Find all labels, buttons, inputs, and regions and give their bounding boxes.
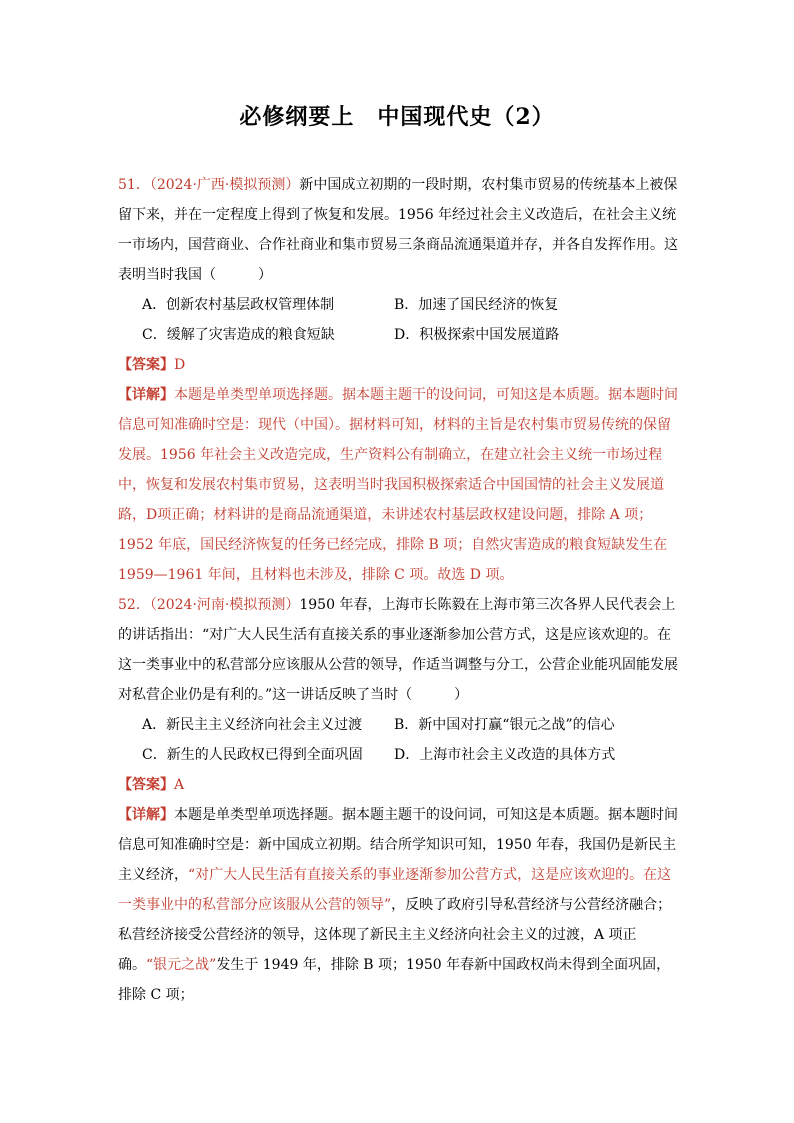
question-source: （2024·广西·模拟预测）: [149, 177, 300, 193]
question-text: 新中国成立初期的一段时期，农村集市贸易的传统基本上被保留下来，并在一定程度上得到了恢复和发展。1956 年经过社会主义改造后，在社会主义统一市场内，国营商业、合作社商业和集市贸易三条商品流通渠道并存，并各自发挥作用。这表明当时我国（ ）: [118, 177, 678, 283]
option-c: C．新生的人民政权已得到全面巩固: [142, 747, 363, 763]
answer-value: A: [174, 777, 185, 793]
option-a: A．新民主主义经济向社会主义过渡: [142, 717, 363, 733]
option-d: D．上海市社会主义改造的具体方式: [394, 747, 616, 763]
analysis-text: 本题是单类型单项选择题。据本题主题干的设问词，可知这是本质题。据本题时间信息可知准确时空是：现代（中国）。据材料可知，材料的主旨是农村集市贸易传统的保留发展。1956 年社会主义改造完成，生产资料公有制确立，在建立社会主义统一市场过程中，恢复和发展农村集市贸易，这表明当时我国积极探索适合中国国情的社会主义发展道路，D项正确；材料讲的是商品流通渠道，未讲述农村基层政权建设问题，排除 A 项；1952 年底，国民经济恢复的任务已经完成，排除 B 项；自然灾害造成的粮食短缺发生在 1959—1961 年间，且材料也未涉及，排除 C 项。故选 D 项。: [118, 387, 678, 583]
answer-line: [118, 350, 684, 380]
answer-value: D: [174, 357, 186, 373]
analysis-paragraph: [118, 800, 684, 1010]
analysis-quote: “对广大人民生活有直接关系的事业逐渐参加公营方式，这是应该欢迎的。在这一类事业中的私营部分应该服从公营的领导”: [118, 867, 672, 913]
question-51: [118, 170, 684, 590]
analysis-quote: “银元之战”: [146, 957, 217, 973]
analysis-text: ，反映了政府引导私营经济与公营经济融合；私营经济接受公营经济的领导，这体现了新民主主义经济向社会主义的过渡，A 项正确。: [118, 897, 672, 973]
analysis-paragraph: [118, 380, 684, 590]
option-a: A．创新农村基层政权管理体制: [142, 297, 335, 313]
options-row: [118, 710, 684, 740]
option-c: C．缓解了灾害造成的粮食短缺: [142, 327, 335, 343]
options-row: [118, 740, 684, 770]
analysis-text: 本题是单类型单项选择题。据本题主题干的设问词，可知这是本质题。据本题时间信息可知准确时空是：新中国成立初期。结合所学知识可知，1950 年春，我国仍是新民主主义经济，: [118, 807, 678, 883]
options-row: [118, 320, 684, 350]
options-row: [118, 290, 684, 320]
question-number: 52．: [118, 597, 150, 613]
question-text: 1950 年春，上海市长陈毅在上海市第三次各界人民代表会上的讲话指出：“对广大人民生活有直接关系的事业逐渐参加公营方式，这是应该欢迎的。在这一类事业中的私营部分应该服从公营的领导，作适当调整与分工，公营企业能巩固能发展对私营企业仍是有利的。”这一讲话反映了当时（ ）: [118, 597, 678, 703]
question-52: [118, 590, 684, 1010]
question-stem: [118, 590, 684, 710]
option-b: B．加速了国民经济的恢复: [394, 297, 559, 313]
question-number: 51．: [118, 177, 150, 193]
analysis-text: 发生于 1949 年，排除 B 项；1950 年春新中国政权尚未得到全面巩固，排除 C 项；: [118, 957, 671, 1003]
analysis-label: 【详解】: [118, 807, 174, 823]
page-title: 必修纲要上 中国现代史（2）: [239, 104, 555, 130]
question-stem: [118, 170, 684, 290]
option-b: B．新中国对打赢“银元之战”的信心: [394, 717, 615, 733]
answer-label: 【答案】: [118, 777, 174, 793]
option-d: D．积极探索中国发展道路: [394, 327, 560, 343]
answer-label: 【答案】: [118, 357, 174, 373]
answer-line: [118, 770, 684, 800]
analysis-label: 【详解】: [118, 387, 174, 403]
document-body: [118, 170, 684, 1010]
question-source: （2024·河南·模拟预测）: [149, 597, 300, 613]
